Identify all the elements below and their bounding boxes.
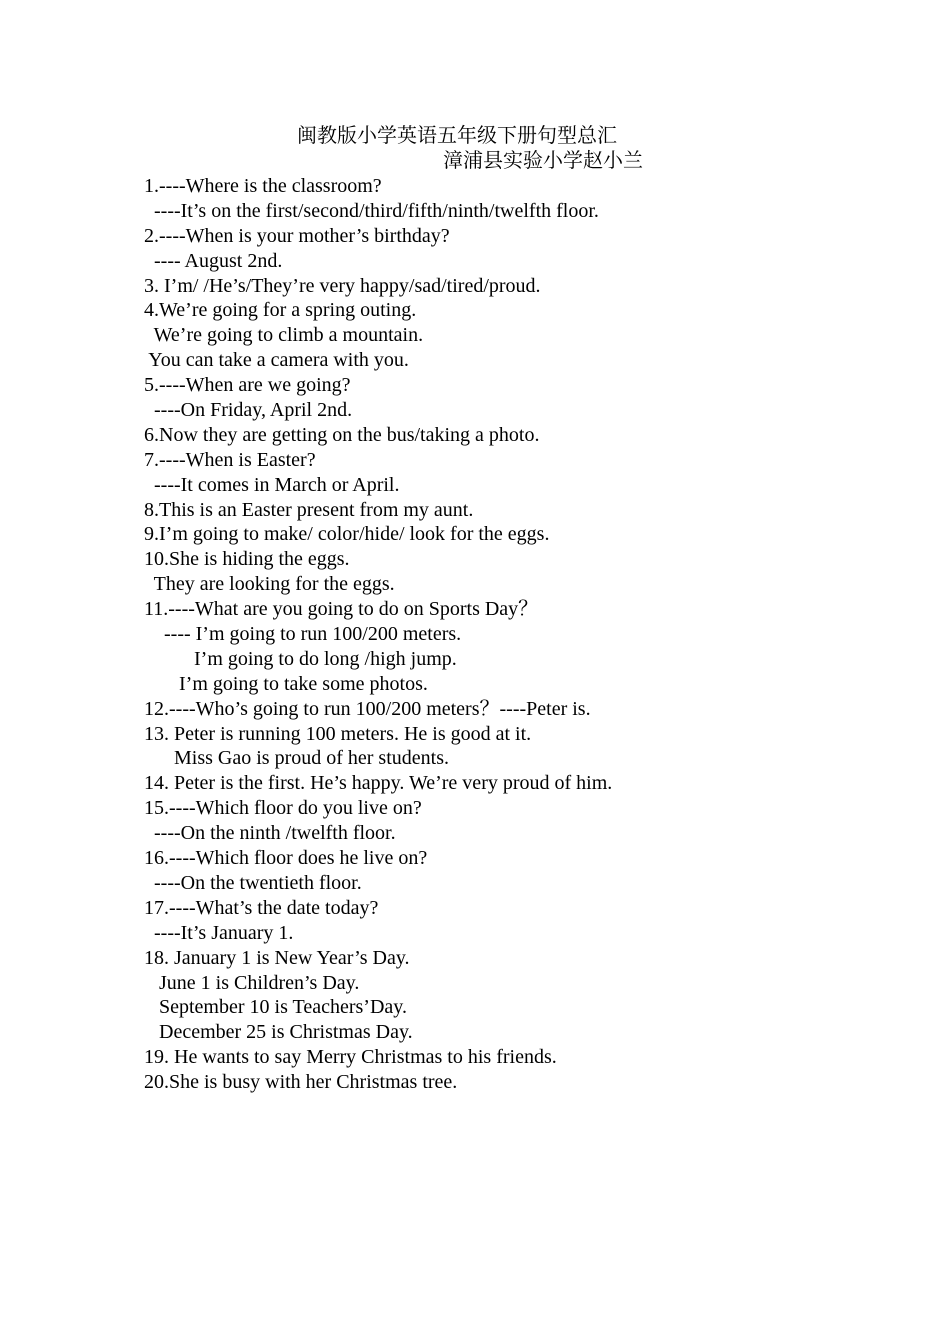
sentence-line: You can take a camera with you. bbox=[144, 349, 409, 372]
sentence-line: ----On the ninth /twelfth floor. bbox=[144, 822, 396, 845]
sentence-line: 17.----What’s the date today? bbox=[144, 896, 379, 919]
sentence-line: I’m going to take some photos. bbox=[144, 672, 428, 695]
sentence-line: ----It’s January 1. bbox=[144, 921, 294, 944]
sentence-line: ---- I’m going to run 100/200 meters. bbox=[144, 623, 462, 646]
sentence-line: 19. He wants to say Merry Christmas to his friends. bbox=[144, 1046, 557, 1069]
sentence-line: 2.----When is your mother’s birthday? bbox=[144, 224, 450, 247]
sentence-line: 11.----What are you going to do on Sports Day？ bbox=[144, 598, 539, 621]
sentence-line: I’m going to do long /high jump. bbox=[144, 647, 457, 670]
sentence-line: 20.She is busy with her Christmas tree. bbox=[144, 1071, 458, 1094]
sentence-line: ----On Friday, April 2nd. bbox=[144, 399, 353, 422]
document-author: 漳浦县实验小学赵小兰 bbox=[443, 150, 643, 172]
sentence-line: Miss Gao is proud of her students. bbox=[144, 747, 449, 770]
sentence-line: June 1 is Children’s Day. bbox=[144, 971, 360, 994]
sentence-line: 6.Now they are getting on the bus/taking a photo. bbox=[144, 423, 540, 446]
sentence-line: They are looking for the eggs. bbox=[144, 573, 395, 596]
sentence-line: 9.I’m going to make/ color/hide/ look for the eggs. bbox=[144, 523, 550, 546]
sentence-line: 4.We’re going for a spring outing. bbox=[144, 299, 417, 322]
sentence-line: 5.----When are we going? bbox=[144, 374, 351, 397]
sentence-line: 7.----When is Easter? bbox=[144, 448, 316, 471]
sentence-line: 1.----Where is the classroom? bbox=[144, 175, 382, 197]
sentence-line: 8.This is an Easter present from my aunt. bbox=[144, 498, 474, 521]
sentence-line: We’re going to climb a mountain. bbox=[144, 324, 424, 347]
sentence-line: 3. I’m/ /He’s/They’re very happy/sad/tired/proud. bbox=[144, 274, 541, 297]
sentence-line: ----It comes in March or April. bbox=[144, 473, 400, 496]
sentence-line: ----On the twentieth floor. bbox=[144, 871, 362, 894]
sentence-line: September 10 is Teachers’Day. bbox=[144, 996, 407, 1019]
sentence-line: 10.She is hiding the eggs. bbox=[144, 548, 350, 571]
sentence-line: December 25 is Christmas Day. bbox=[144, 1021, 413, 1044]
document-title: 闽教版小学英语五年级下册句型总汇 bbox=[297, 125, 617, 147]
sentence-list bbox=[144, 174, 844, 1095]
sentence-line: 16.----Which floor does he live on? bbox=[144, 847, 428, 870]
sentence-line: 14. Peter is the first. He’s happy. We’re very proud of him. bbox=[144, 772, 613, 795]
sentence-line: ----It’s on the first/second/third/fifth/ninth/twelfth floor. bbox=[144, 199, 599, 222]
sentence-line: 15.----Which floor do you live on? bbox=[144, 797, 422, 820]
sentence-line: ---- August 2nd. bbox=[144, 249, 283, 272]
sentence-line: 18. January 1 is New Year’s Day. bbox=[144, 946, 410, 969]
sentence-line: 13. Peter is running 100 meters. He is good at it. bbox=[144, 722, 532, 745]
sentence-line: 12.----Who’s going to run 100/200 meters？----Peter is. bbox=[144, 697, 591, 720]
